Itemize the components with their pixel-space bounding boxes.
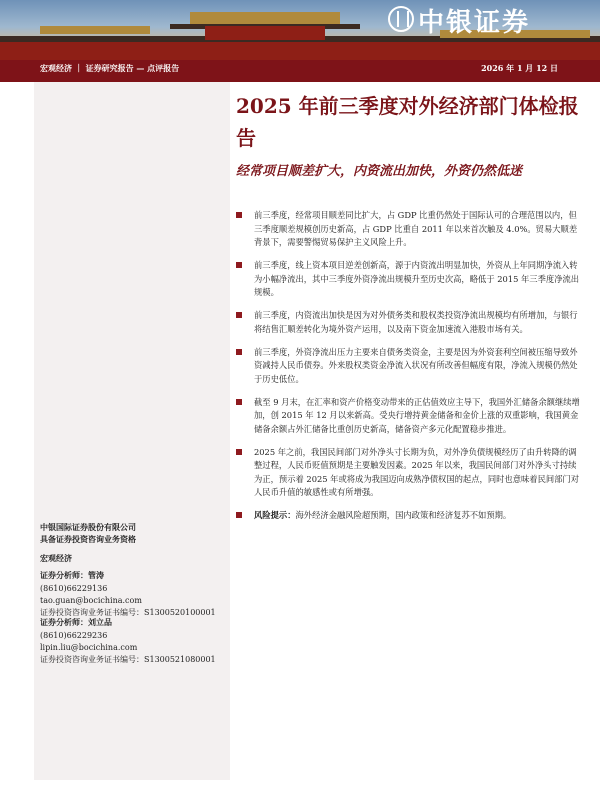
analyst-email[interactable]: tao.guan@bocichina.com bbox=[40, 596, 142, 605]
palace-hall-illustration bbox=[205, 26, 325, 40]
brand-name: 中银证券 bbox=[418, 8, 531, 38]
analyst-cert: 证券投资咨询业务证书编号：S1300521080001 bbox=[40, 655, 216, 664]
analyst-cert: 证券投资咨询业务证书编号：S1300520100001 bbox=[40, 608, 216, 617]
bullet-square-icon bbox=[236, 312, 242, 318]
bullet-square-icon bbox=[236, 399, 242, 405]
key-point: 前三季度，线上资本项目逆差创新高，源于内资流出明显加快，外资从上年同期净流入转为小幅净流出，其中三季度外资净流出规模升至历史次高，略低于 2015 年三季度净流出规模。 bbox=[236, 259, 580, 300]
analyst-title: 证券分析师：刘立品 bbox=[40, 617, 112, 627]
bullet-square-icon bbox=[236, 512, 242, 518]
key-point: 前三季度，外资净流出压力主要来自债务类资金，主要是因为外资套利空间被压缩导致外资减持人民币债券。外来股权类资金净流入状况有所改善但幅度有限，净流入规模仍然处于历史低位。 bbox=[236, 346, 580, 387]
analyst-title: 证券分析师：管涛 bbox=[40, 570, 104, 580]
sector-label: 宏观经济 bbox=[40, 553, 72, 563]
left-sidebar bbox=[34, 82, 230, 780]
analyst-phone: (8610)66229136 bbox=[40, 584, 108, 593]
bullet-square-icon bbox=[236, 262, 242, 268]
bullet-square-icon bbox=[236, 212, 242, 218]
analyst-phone: (8610)66229236 bbox=[40, 631, 108, 640]
qualification: 具备证券投资咨询业务资格 bbox=[40, 534, 136, 544]
company-name: 中银国际证券股份有限公司 bbox=[40, 522, 136, 532]
palace-wall-illustration bbox=[0, 40, 600, 60]
key-point: 2025 年之前，我国民间部门对外净头寸长期为负，对外净负债规模经历了由升转降的调整过程，人民币贬值预期是主要触发因素。2025 年以来，我国民间部门对外净头寸持续为正，预示着 2025 年或将成为我国迈向成熟净债权国的起点，同时也意味着民间部门对人民币升值的敏感性或有所增强。 bbox=[236, 446, 580, 500]
key-point: 截至 9 月末，在汇率和资产价格变动带来的正估值效应主导下，我国外汇储备余额继续增加，创 2015 年 12 月以来新高。受央行增持黄金储备和金价上涨的双重影响，我国黄金储备余额占外汇储备比重创历史新高，储备资产多元化配置稳步推进。 bbox=[236, 396, 580, 437]
report-category: 宏观经济 ｜ 证券研究报告 — 点评报告 bbox=[40, 64, 180, 73]
risk-warning: 风险提示：海外经济金融风险超预期，国内政策和经济复苏不如预期。 bbox=[236, 509, 580, 523]
key-point: 前三季度，内资流出加快是因为对外债务类和股权类投资净流出规模均有所增加，与银行将结售汇顺差转化为境外资产运用，以及南下资金加速流入港股市场有关。 bbox=[236, 309, 580, 336]
palace-side-roof-illustration bbox=[40, 26, 150, 34]
boc-coin-logo-icon bbox=[388, 6, 414, 32]
report-subtitle: 经常项目顺差扩大，内资流出加快，外资仍然低迷 bbox=[236, 164, 523, 179]
key-point: 前三季度，经常项目顺差同比扩大，占 GDP 比重仍然处于国际认可的合理范围以内，但三季度顺差规模创历史新高，占 GDP 比重自 2011 年以来首次触及 4.0%。贸易大顺差背景下，需要警惕贸易保护主义风险上升。 bbox=[236, 209, 580, 250]
key-points-list bbox=[236, 209, 580, 532]
report-date: 2026 年 1 月 12 日 bbox=[481, 63, 558, 73]
bullet-square-icon bbox=[236, 449, 242, 455]
bullet-square-icon bbox=[236, 349, 242, 355]
analyst-email[interactable]: lipin.liu@bocichina.com bbox=[40, 643, 138, 652]
header-banner bbox=[0, 0, 600, 60]
report-title: 2025 年前三季度对外经济部门体检报告 bbox=[236, 94, 579, 150]
